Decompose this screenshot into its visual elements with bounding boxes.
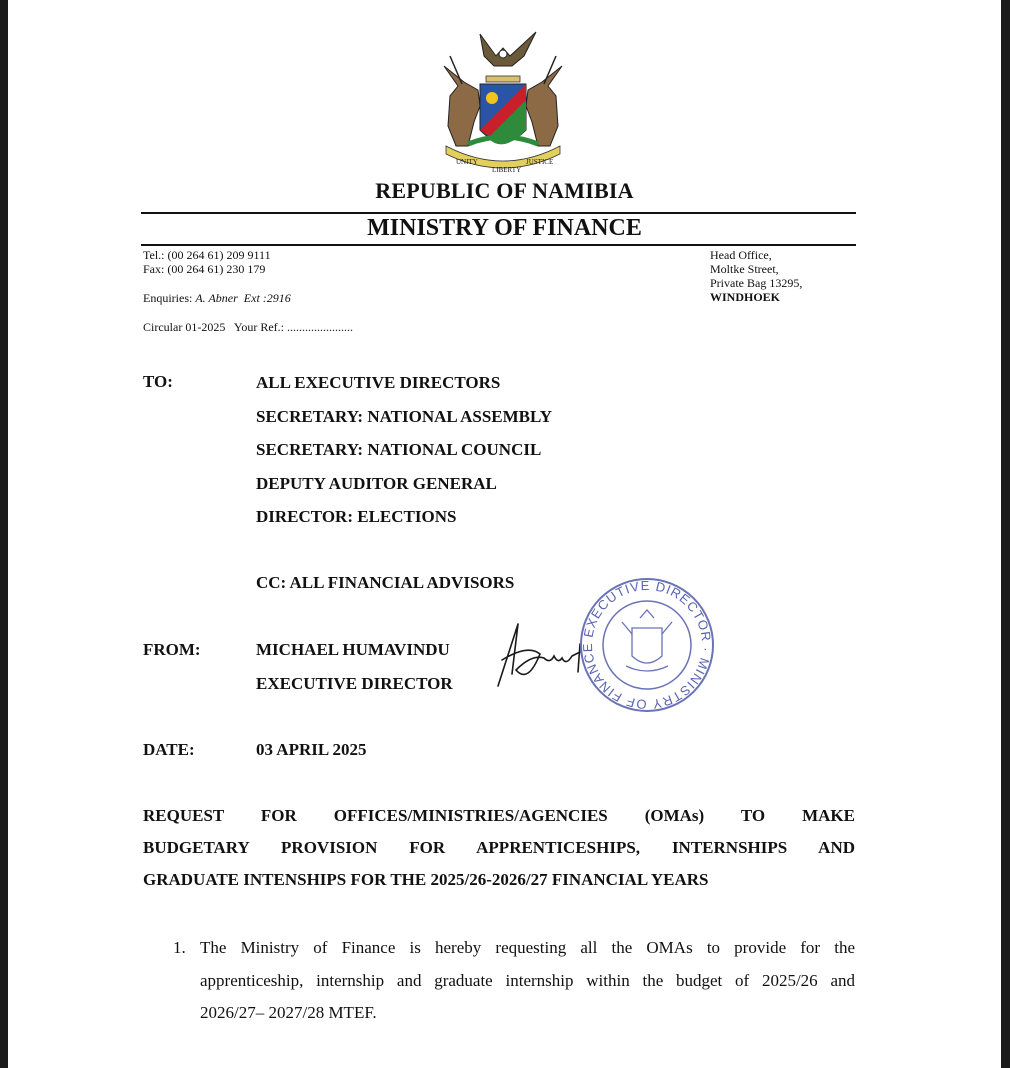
enquiries-name: A. Abner	[195, 291, 238, 305]
address-line: Private Bag 13295,	[710, 276, 803, 290]
contact-block	[143, 248, 271, 276]
address-line: Moltke Street,	[710, 262, 779, 276]
memo-date: 03 APRIL 2025	[256, 740, 367, 759]
letter-page	[8, 0, 1001, 1068]
recipient: DEPUTY AUDITOR GENERAL	[256, 473, 497, 493]
circular-number: Circular 01-2025	[143, 320, 226, 334]
motto-unity: UNITY	[456, 158, 478, 166]
from-name: MICHAEL HUMAVINDU	[256, 640, 450, 659]
executive-director-stamp-icon	[576, 574, 718, 716]
paragraph-line: The Ministry of Finance is hereby requesting all the OMAs to provide for the	[200, 938, 855, 957]
reference-line	[143, 320, 353, 334]
cc-line: CC: ALL FINANCIAL ADVISORS	[256, 573, 515, 592]
date-label: DATE:	[143, 740, 195, 759]
recipient: SECRETARY: NATIONAL ASSEMBLY	[256, 406, 553, 426]
country-heading: REPUBLIC OF NAMIBIA	[375, 178, 634, 203]
recipient-list	[256, 366, 552, 534]
paragraph-line: apprenticeship, internship and graduate internship within the budget of 2025/26 and	[200, 970, 855, 990]
paragraph-line: 2026/27– 2027/28 MTEF.	[200, 1003, 377, 1022]
address-city: WINDHOEK	[710, 290, 781, 304]
header-rule-bottom	[141, 244, 856, 246]
subject-line: REQUEST FOR OFFICES/MINISTRIES/AGENCIES (OMAs) TO MAKE	[143, 806, 855, 825]
enquiries-label: Enquiries:	[143, 291, 193, 305]
your-ref: Your Ref.: ......................	[233, 320, 353, 334]
enquiries-ext: Ext :2916	[243, 291, 291, 305]
subject-line: GRADUATE INTENSHIPS FOR THE 2025/26-2026/27 FINANCIAL YEARS	[143, 870, 709, 889]
paragraph-number: 1.	[173, 938, 186, 957]
header-rule-top	[141, 212, 856, 214]
fax-line: Fax: (00 264 61) 230 179	[143, 262, 266, 276]
stamp-text: EXECUTIVE DIRECTOR · MINISTRY OF FINANCE	[579, 577, 715, 713]
motto-liberty: LIBERTY	[492, 166, 522, 174]
from-title: EXECUTIVE DIRECTOR	[256, 674, 453, 693]
subject-line: BUDGETARY PROVISION FOR APPRENTICESHIPS, INTERNSHIPS AND	[143, 838, 855, 857]
recipient: DIRECTOR: ELECTIONS	[256, 507, 457, 526]
from-label: FROM:	[143, 640, 201, 659]
subject-heading	[143, 800, 855, 896]
tel-line: Tel.: (00 264 61) 209 9111	[143, 248, 271, 262]
enquiries-line	[143, 291, 291, 305]
motto-justice: JUSTICE	[526, 158, 554, 166]
address-block	[710, 248, 802, 304]
namibia-coat-of-arms-icon	[428, 26, 578, 176]
to-label: TO:	[143, 372, 173, 391]
ministry-heading: MINISTRY OF FINANCE	[367, 215, 642, 241]
recipient: SECRETARY: NATIONAL COUNCIL	[256, 440, 542, 459]
recipient: ALL EXECUTIVE DIRECTORS	[256, 373, 501, 392]
address-line: Head Office,	[710, 248, 772, 262]
